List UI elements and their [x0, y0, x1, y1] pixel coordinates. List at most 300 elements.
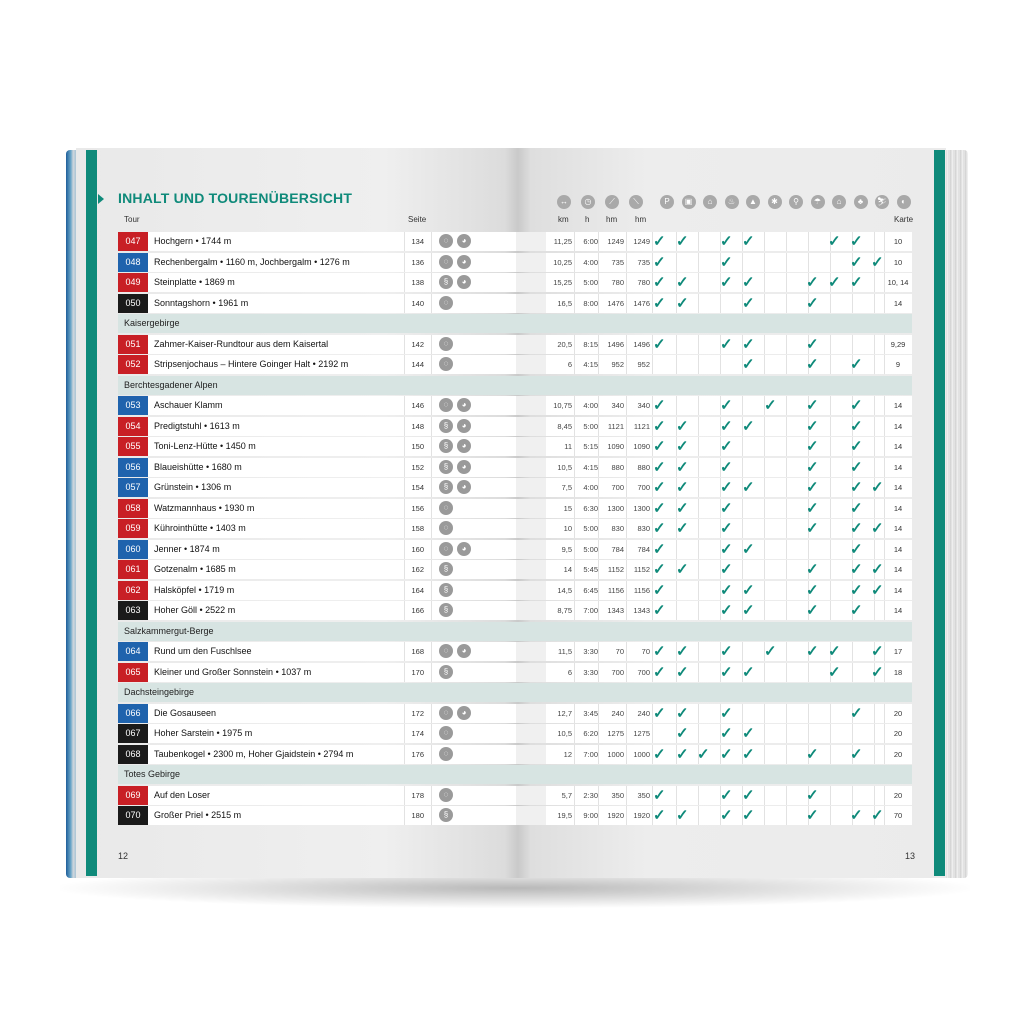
bear-face-icon: ◕ — [457, 542, 471, 556]
gutter — [516, 437, 546, 456]
value-km: 10,75 — [553, 401, 572, 410]
value-h: 4:00 — [583, 401, 598, 410]
column-divider — [786, 540, 787, 559]
column-divider — [626, 581, 627, 600]
camping-icon: ▲ — [746, 195, 760, 209]
tree-icon: ♣ — [854, 195, 868, 209]
column-divider — [431, 294, 432, 313]
value-hm2: 70 — [641, 647, 650, 656]
check-icon: ✓ — [806, 581, 819, 599]
column-divider — [431, 601, 432, 620]
bear-face-icon: ◕ — [457, 706, 471, 720]
map-ref: 14 — [893, 606, 903, 615]
value-km: 11 — [564, 442, 572, 451]
value-hm1: 340 — [611, 401, 624, 410]
value-hm1: 880 — [611, 462, 624, 472]
column-divider — [626, 294, 627, 313]
column-divider — [830, 745, 831, 764]
table-row — [118, 232, 912, 251]
check-icon: ✓ — [653, 807, 666, 824]
tour-name: Steinplatte • 1869 m — [154, 277, 235, 287]
column-divider — [574, 704, 575, 723]
column-divider — [574, 458, 575, 477]
check-icon: ✓ — [720, 807, 733, 824]
column-divider — [598, 724, 599, 743]
column-divider — [574, 519, 575, 538]
column-divider — [626, 499, 627, 518]
column-divider — [830, 478, 831, 497]
page-ref: 166 — [411, 606, 424, 615]
column-divider — [698, 437, 699, 456]
tour-number-badge: 053 — [118, 396, 148, 415]
check-icon: ✓ — [653, 438, 666, 455]
check-icon: ✓ — [742, 417, 755, 435]
column-divider — [884, 335, 885, 354]
check-icon: ✓ — [676, 561, 689, 578]
tour-number-badge: 068 — [118, 745, 148, 764]
gutter — [516, 253, 546, 272]
bear-face-icon: ◕ — [457, 480, 471, 494]
column-divider — [574, 478, 575, 497]
section-title: Berchtesgadener Alpen — [124, 379, 218, 390]
value-hm1: 350 — [611, 790, 624, 800]
header-tour: Tour — [124, 215, 140, 224]
check-icon: ✓ — [720, 725, 733, 742]
value-hm2: 780 — [637, 278, 650, 287]
value-hm2: 350 — [637, 790, 650, 800]
value-km: 11,5 — [557, 647, 572, 656]
check-icon: ✓ — [676, 704, 689, 722]
check-icon: ✓ — [850, 458, 863, 476]
map-ref: 20 — [893, 790, 903, 800]
column-divider — [830, 540, 831, 559]
column-divider — [698, 499, 699, 518]
tour-number-badge: 058 — [118, 499, 148, 518]
check-icon: ✓ — [676, 643, 689, 660]
column-divider — [874, 499, 875, 518]
column-divider — [626, 601, 627, 620]
column-divider — [764, 724, 765, 743]
column-divider — [431, 335, 432, 354]
column-divider — [830, 417, 831, 436]
value-hm2: 952 — [637, 360, 650, 369]
column-divider — [742, 458, 743, 477]
tour-name: Großer Priel • 2515 m — [154, 810, 242, 820]
title-arrow-icon — [98, 194, 104, 204]
gutter — [516, 704, 546, 723]
column-divider — [786, 581, 787, 600]
bear-face-icon: ◕ — [457, 234, 471, 248]
value-km: 9,5 — [561, 544, 572, 554]
value-h: 8:15 — [583, 339, 598, 349]
map-ref: 14 — [893, 442, 903, 451]
table-row — [118, 294, 912, 313]
page-ref: 136 — [411, 257, 424, 267]
value-hm1: 240 — [611, 708, 624, 718]
table-row — [118, 519, 912, 538]
column-divider — [574, 396, 575, 415]
check-icon: ✓ — [850, 397, 863, 414]
header-seite: Seite — [408, 215, 427, 224]
value-h: 6:45 — [583, 585, 598, 595]
difficulty-s-icon: § — [439, 562, 453, 576]
column-divider — [698, 601, 699, 620]
column-divider — [574, 273, 575, 292]
column-divider — [676, 601, 677, 620]
value-hm2: 1920 — [633, 811, 650, 820]
page-title: INHALT UND TOURENÜBERSICHT — [118, 190, 353, 206]
check-icon: ✓ — [653, 581, 666, 599]
check-icon: ✓ — [676, 745, 689, 763]
column-divider — [884, 540, 885, 559]
check-icon: ✓ — [806, 499, 819, 517]
value-km: 6 — [567, 360, 572, 369]
column-divider — [676, 540, 677, 559]
column-divider — [786, 273, 787, 292]
page-ref: 176 — [411, 749, 424, 759]
value-km: 7,5 — [561, 483, 572, 492]
gutter — [516, 724, 546, 743]
check-icon: ✓ — [742, 807, 755, 824]
value-km: 14 — [563, 565, 572, 574]
tour-number-badge: 064 — [118, 642, 148, 661]
table-row — [118, 704, 912, 723]
tour-name: Taubenkogel • 2300 m, Hoher Gjaidstein • 2794 m — [154, 748, 354, 759]
check-icon: ✓ — [806, 786, 819, 804]
column-divider — [874, 396, 875, 415]
tour-name: Zahmer-Kaiser-Rundtour aus dem Kaisertal — [154, 338, 329, 349]
value-h: 7:00 — [583, 749, 598, 759]
page-ref: 168 — [411, 647, 424, 656]
check-icon: ✓ — [720, 786, 733, 804]
column-divider — [884, 499, 885, 518]
value-hm2: 1496 — [633, 339, 650, 349]
column-divider — [676, 396, 677, 415]
table-row — [118, 335, 912, 354]
column-divider — [786, 294, 787, 313]
table-row — [118, 396, 912, 415]
check-icon: ✓ — [676, 438, 689, 455]
map-ref: 14 — [893, 462, 903, 472]
value-km: 5,7 — [561, 790, 572, 800]
column-divider — [764, 806, 765, 825]
check-icon: ✓ — [720, 335, 733, 353]
gutter — [516, 745, 546, 764]
table-row — [118, 642, 912, 661]
column-divider — [574, 745, 575, 764]
column-divider — [786, 786, 787, 805]
column-divider — [786, 601, 787, 620]
column-divider — [764, 786, 765, 805]
value-hm2: 735 — [637, 257, 650, 267]
column-divider — [852, 335, 853, 354]
column-divider — [830, 724, 831, 743]
page-ref: 162 — [411, 565, 424, 574]
column-divider — [698, 786, 699, 805]
check-icon: ✓ — [850, 561, 863, 578]
value-h: 4:00 — [583, 257, 598, 267]
check-icon: ✓ — [742, 274, 755, 291]
check-icon: ✓ — [850, 807, 863, 824]
column-divider — [574, 786, 575, 805]
page-ref: 174 — [411, 729, 424, 738]
value-km: 10 — [563, 524, 572, 533]
value-km: 14,5 — [557, 585, 572, 595]
map-ref: 14 — [893, 421, 903, 431]
column-divider — [874, 417, 875, 436]
column-divider — [574, 601, 575, 620]
check-icon: ✓ — [676, 479, 689, 496]
column-divider — [884, 786, 885, 805]
value-hm1: 700 — [611, 483, 624, 492]
column-divider — [431, 581, 432, 600]
column-divider — [764, 458, 765, 477]
column-divider — [764, 253, 765, 272]
map-ref: 10, 14 — [887, 278, 909, 287]
column-divider — [574, 355, 575, 374]
column-divider — [874, 745, 875, 764]
check-icon: ✓ — [653, 294, 666, 312]
tour-name: Stripsenjochaus – Hintere Goinger Halt • 2192 m — [154, 359, 349, 369]
column-divider — [598, 601, 599, 620]
value-km: 16,5 — [557, 298, 572, 308]
tour-number-badge: 056 — [118, 458, 148, 477]
check-icon: ✓ — [806, 602, 819, 619]
column-divider — [626, 232, 627, 251]
value-km: 10,5 — [557, 462, 572, 472]
value-h: 5:00 — [583, 524, 598, 533]
column-divider — [884, 601, 885, 620]
value-hm2: 1249 — [633, 237, 650, 246]
check-icon: ✓ — [850, 745, 863, 763]
column-divider — [626, 253, 627, 272]
check-icon: ✓ — [871, 643, 884, 660]
column-divider — [598, 581, 599, 600]
column-divider — [830, 294, 831, 313]
column-divider — [764, 601, 765, 620]
column-divider — [786, 519, 787, 538]
column-divider — [626, 540, 627, 559]
column-divider — [431, 273, 432, 292]
bear-face-icon: ◕ — [457, 275, 471, 289]
tour-name: Grünstein • 1306 m — [154, 482, 232, 492]
header-h: h — [585, 215, 590, 224]
check-icon: ✓ — [742, 540, 755, 558]
tour-number-badge: 052 — [118, 355, 148, 374]
column-divider — [574, 437, 575, 456]
column-divider — [676, 253, 677, 272]
column-divider — [626, 704, 627, 723]
column-divider — [884, 273, 885, 292]
column-divider — [884, 478, 885, 497]
check-icon: ✓ — [676, 294, 689, 312]
map-ref: 14 — [893, 524, 903, 533]
gutter — [516, 601, 546, 620]
column-divider — [884, 663, 885, 682]
column-divider — [598, 437, 599, 456]
check-icon: ✓ — [806, 438, 819, 455]
check-icon: ✓ — [764, 397, 777, 414]
page-ref: 142 — [411, 339, 424, 349]
value-hm2: 1300 — [633, 503, 650, 513]
tour-name: Predigtstuhl • 1613 m — [154, 420, 240, 431]
check-icon: ✓ — [871, 520, 884, 537]
castle-icon: ⌂ — [832, 195, 846, 209]
children-icon: ◐ — [897, 195, 911, 209]
check-icon: ✓ — [720, 540, 733, 558]
column-divider — [431, 458, 432, 477]
column-divider — [852, 294, 853, 313]
tour-name: Kührointhütte • 1403 m — [154, 523, 246, 533]
column-divider — [626, 786, 627, 805]
column-divider — [830, 786, 831, 805]
check-icon: ✓ — [720, 520, 733, 537]
column-divider — [574, 560, 575, 579]
value-hm1: 1121 — [607, 421, 624, 431]
map-ref: 9,29 — [890, 339, 906, 349]
table-row — [118, 540, 912, 559]
value-hm1: 1000 — [607, 749, 624, 759]
table-row — [118, 355, 912, 374]
tour-number-badge: 066 — [118, 704, 148, 723]
page-ref: 170 — [411, 667, 424, 677]
check-icon: ✓ — [871, 663, 884, 681]
column-divider — [830, 253, 831, 272]
map-ref: 14 — [893, 565, 903, 574]
column-divider — [626, 519, 627, 538]
check-icon: ✓ — [720, 602, 733, 619]
column-divider — [652, 355, 653, 374]
page-ref: 158 — [411, 524, 424, 533]
round-trip-icon: ◌ — [439, 521, 453, 535]
check-icon: ✓ — [720, 233, 733, 250]
column-divider — [574, 232, 575, 251]
bike-icon: ⚲ — [789, 195, 803, 209]
check-icon: ✓ — [653, 540, 666, 558]
header-hm-ascent: hm — [606, 215, 618, 224]
value-km: 10,5 — [557, 729, 572, 738]
column-divider — [874, 273, 875, 292]
section-title: Dachsteingebirge — [124, 687, 195, 697]
difficulty-s-icon: § — [439, 480, 453, 494]
column-divider — [786, 437, 787, 456]
column-divider — [626, 396, 627, 415]
column-divider — [786, 355, 787, 374]
column-divider — [626, 560, 627, 579]
check-icon: ✓ — [653, 479, 666, 496]
page-ref: 146 — [411, 401, 424, 410]
value-hm1: 1275 — [607, 729, 624, 738]
page-number-right: 13 — [905, 851, 916, 861]
difficulty-s-icon: § — [439, 460, 453, 474]
bear-face-icon: ◕ — [457, 255, 471, 269]
tour-number-badge: 061 — [118, 560, 148, 579]
section-header — [118, 314, 912, 333]
table-row — [118, 437, 912, 456]
difficulty-s-icon: § — [439, 808, 453, 822]
column-divider — [884, 519, 885, 538]
check-icon: ✓ — [806, 561, 819, 578]
value-hm2: 880 — [637, 462, 650, 472]
round-trip-icon: ◌ — [439, 542, 453, 556]
column-divider — [431, 519, 432, 538]
check-icon: ✓ — [653, 417, 666, 435]
column-divider — [626, 273, 627, 292]
column-divider — [786, 458, 787, 477]
column-divider — [431, 253, 432, 272]
column-divider — [786, 253, 787, 272]
check-icon: ✓ — [720, 663, 733, 681]
column-divider — [786, 560, 787, 579]
check-icon: ✓ — [742, 335, 755, 353]
tour-name: Auf den Loser — [154, 789, 211, 800]
column-divider — [431, 786, 432, 805]
check-icon: ✓ — [720, 479, 733, 496]
check-icon: ✓ — [653, 335, 666, 353]
check-icon: ✓ — [653, 745, 666, 763]
page-ref: 154 — [411, 483, 424, 492]
check-icon: ✓ — [742, 581, 755, 599]
column-divider — [764, 745, 765, 764]
check-icon: ✓ — [720, 253, 733, 271]
column-divider — [431, 560, 432, 579]
column-divider — [808, 540, 809, 559]
column-divider — [874, 601, 875, 620]
check-icon: ✓ — [676, 807, 689, 824]
difficulty-s-icon: § — [439, 603, 453, 617]
page-ref: 138 — [411, 278, 424, 287]
header-hm-descent: hm — [635, 215, 647, 224]
check-icon: ✓ — [653, 397, 666, 414]
value-hm2: 700 — [637, 667, 650, 677]
bear-face-icon: ◕ — [457, 644, 471, 658]
column-divider — [764, 417, 765, 436]
column-divider — [626, 437, 627, 456]
column-divider — [830, 396, 831, 415]
check-icon: ✓ — [676, 520, 689, 537]
column-divider — [698, 519, 699, 538]
value-hm1: 1152 — [607, 565, 624, 574]
tour-name: Blaueishütte • 1680 m — [154, 461, 242, 472]
right-accent-bar — [934, 150, 945, 876]
check-icon: ✓ — [676, 417, 689, 435]
column-divider — [698, 704, 699, 723]
check-icon: ✓ — [720, 397, 733, 414]
value-h: 2:30 — [583, 790, 598, 800]
column-divider — [626, 724, 627, 743]
column-divider — [874, 786, 875, 805]
gutter — [516, 478, 546, 497]
value-hm1: 1090 — [607, 442, 624, 451]
column-divider — [698, 232, 699, 251]
page-ref: 152 — [411, 462, 424, 472]
check-icon: ✓ — [742, 356, 755, 373]
value-hm1: 1476 — [607, 298, 624, 308]
column-divider — [884, 642, 885, 661]
check-icon: ✓ — [806, 520, 819, 537]
column-divider — [598, 458, 599, 477]
column-divider — [830, 519, 831, 538]
tour-name: Gotzenalm • 1685 m — [154, 564, 236, 574]
value-h: 5:15 — [583, 442, 598, 451]
column-divider — [764, 335, 765, 354]
value-hm1: 735 — [611, 257, 624, 267]
gutter — [516, 540, 546, 559]
distance-icon: ↔ — [557, 195, 571, 209]
check-icon: ✓ — [742, 294, 755, 312]
column-divider — [652, 724, 653, 743]
tour-name: Halsköpfel • 1719 m — [154, 584, 235, 595]
